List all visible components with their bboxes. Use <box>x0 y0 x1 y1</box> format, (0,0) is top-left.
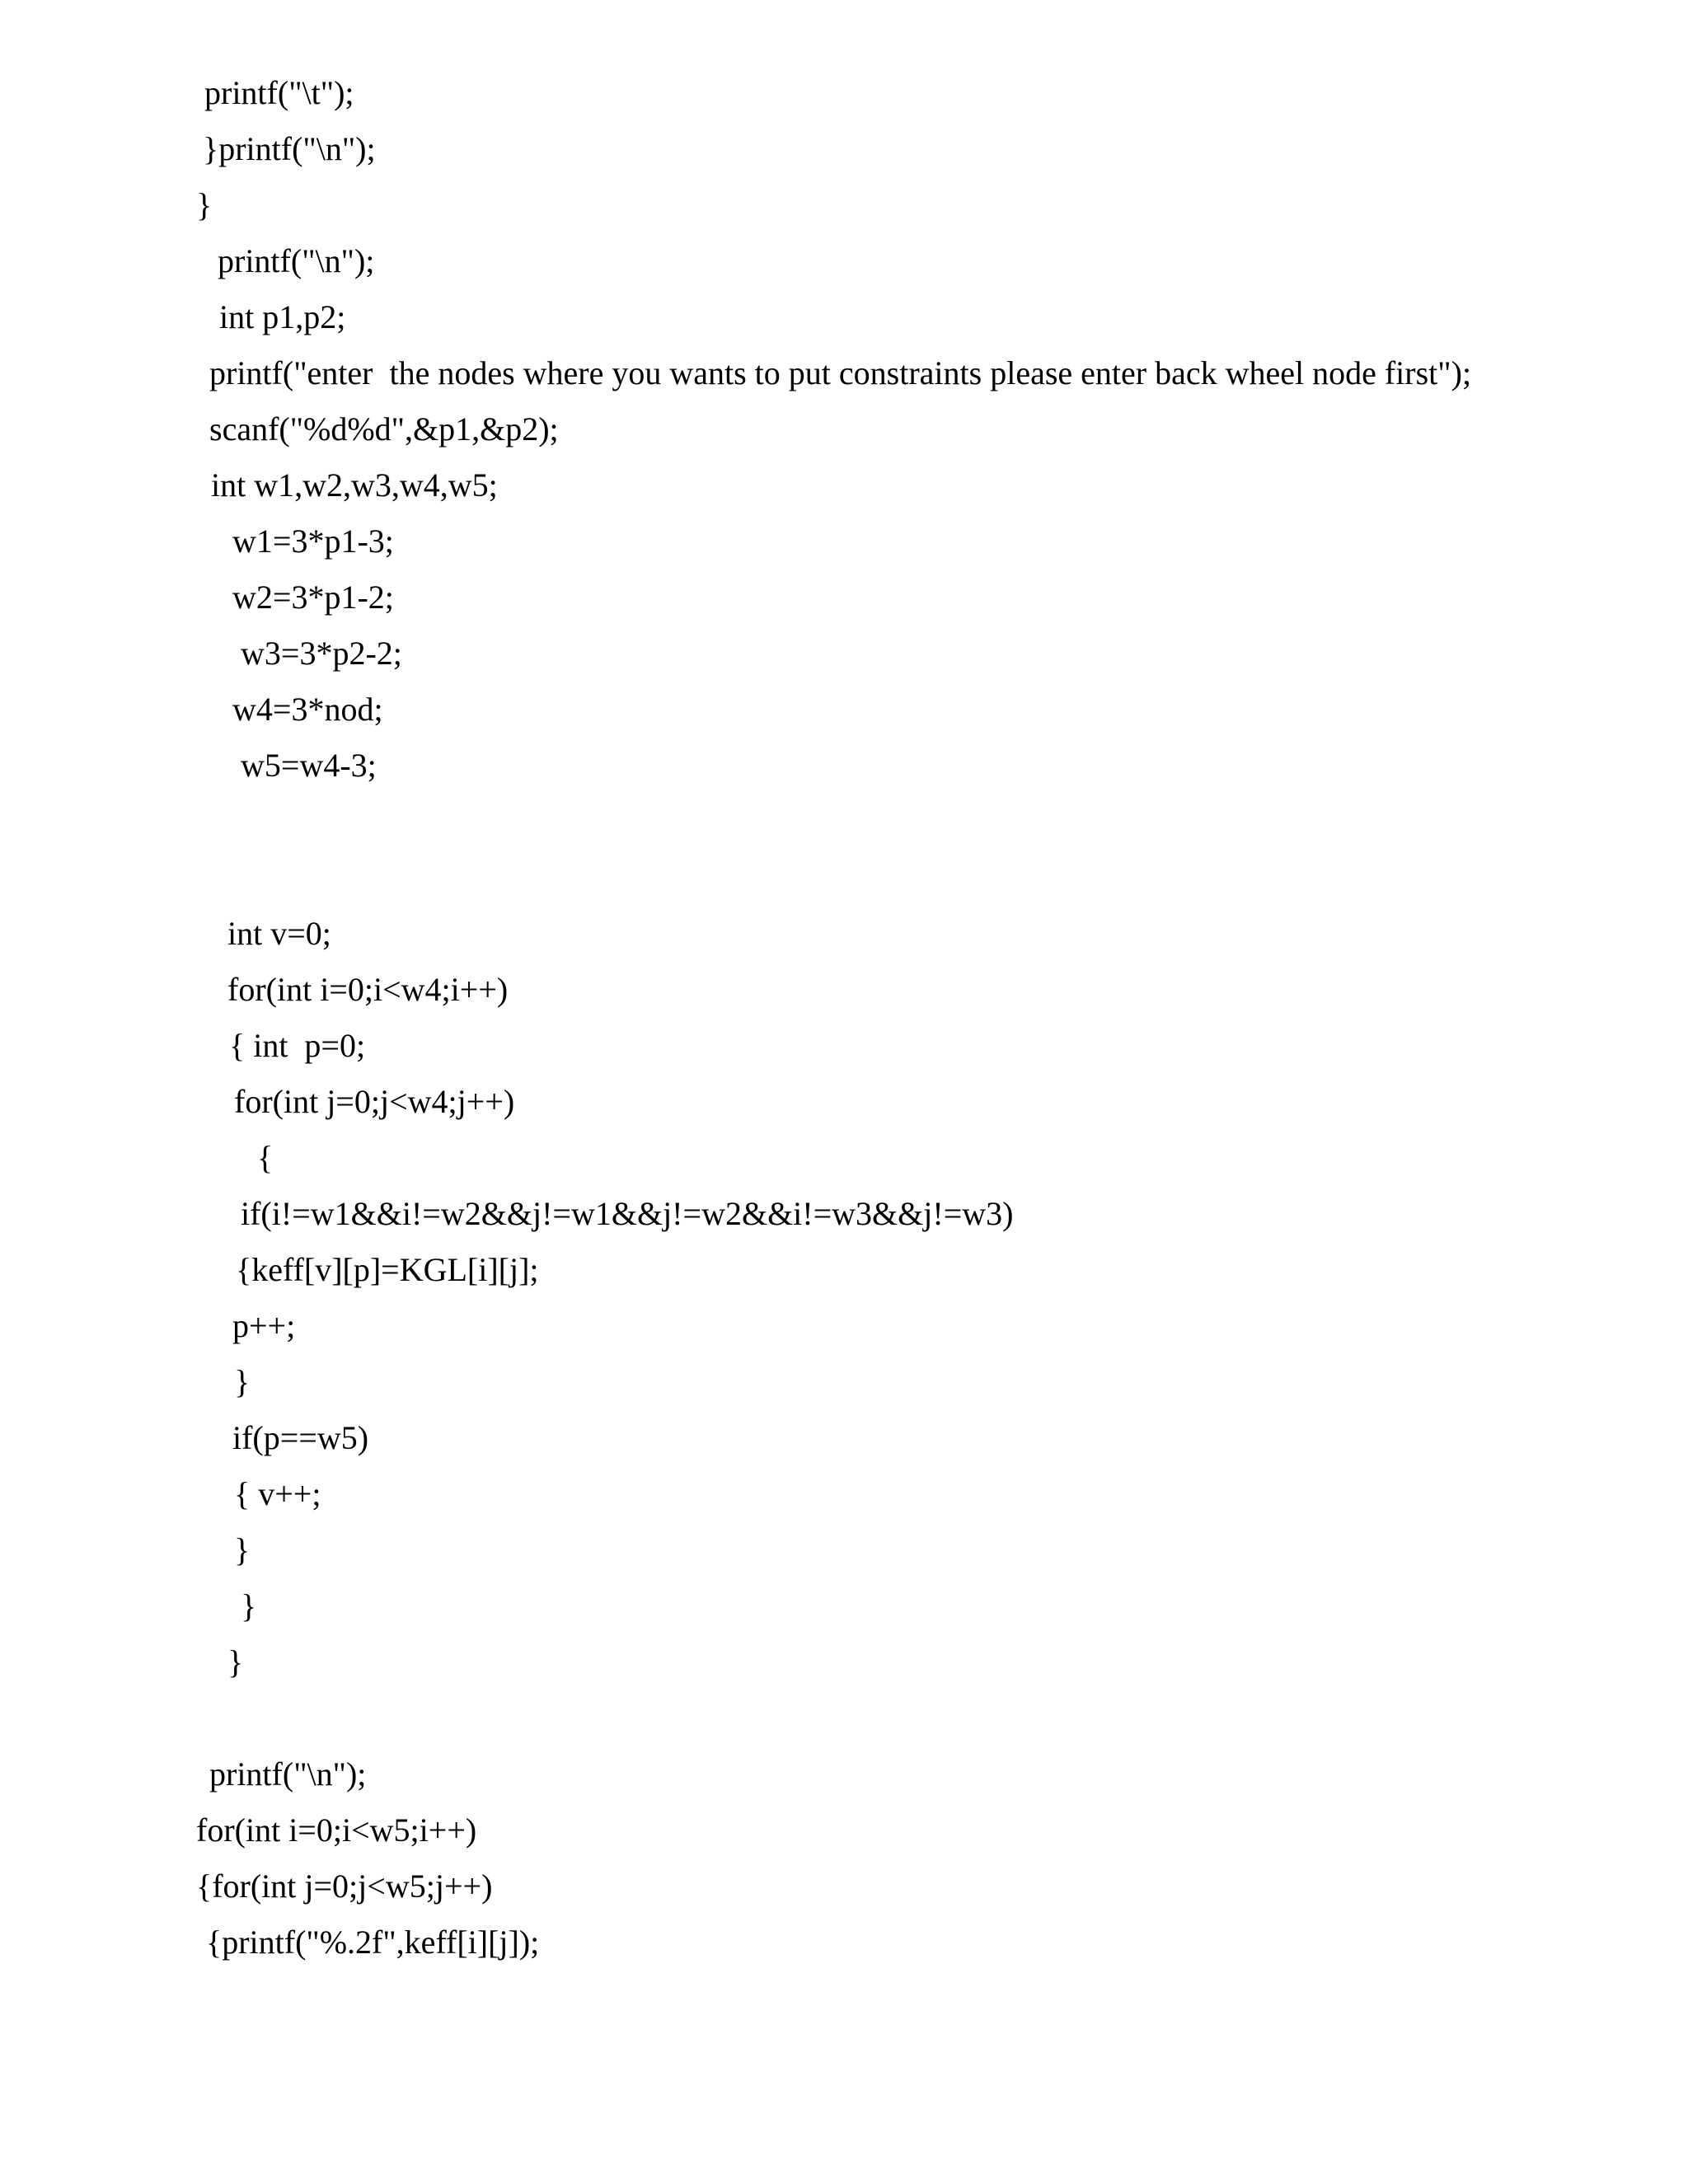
code-line: { <box>257 1139 274 1176</box>
code-line: if(p==w5) <box>232 1419 369 1456</box>
code-line: int w1,w2,w3,w4,w5; <box>211 466 498 504</box>
code-line: } <box>196 186 213 223</box>
code-line: scanf("%d%d",&p1,&p2); <box>209 410 559 448</box>
code-line: w1=3*p1-3; <box>232 523 394 560</box>
code-line: {printf("%.2f",keff[i][j]); <box>206 1924 540 1961</box>
code-line: printf("\n"); <box>218 242 375 279</box>
code-line: int v=0; <box>227 915 331 952</box>
code-line: {for(int j=0;j<w5;j++) <box>196 1868 493 1905</box>
code-line: int p1,p2; <box>219 298 346 335</box>
code-line: } <box>241 1587 257 1624</box>
code-line: { int p=0; <box>229 1027 366 1064</box>
code-line: if(i!=w1&&i!=w2&&j!=w1&&j!=w2&&i!=w3&&j!=w3) <box>241 1195 1014 1232</box>
code-line: printf("\n"); <box>209 1755 367 1793</box>
code-line: w4=3*nod; <box>232 691 383 728</box>
code-line: { v++; <box>234 1475 321 1512</box>
code-line: p++; <box>232 1307 296 1344</box>
code-line: printf("\t"); <box>204 74 354 111</box>
code-line: w5=w4-3; <box>241 747 377 784</box>
code-line: {keff[v][p]=KGL[i][j]; <box>236 1251 539 1288</box>
code-line: } <box>227 1643 244 1680</box>
code-line: printf("enter the nodes where you wants to put constraints please enter back wheel node first"); <box>209 354 1472 391</box>
code-line: w3=3*p2-2; <box>241 635 402 672</box>
code-line: for(int i=0;i<w4;i++) <box>227 971 509 1008</box>
code-line: }printf("\n"); <box>203 130 376 167</box>
code-line: } <box>234 1531 251 1568</box>
code-line: } <box>234 1363 251 1400</box>
code-line: for(int j=0;j<w4;j++) <box>234 1083 515 1120</box>
code-line: w2=3*p1-2; <box>232 579 394 616</box>
code-line: for(int i=0;i<w5;i++) <box>196 1811 477 1849</box>
